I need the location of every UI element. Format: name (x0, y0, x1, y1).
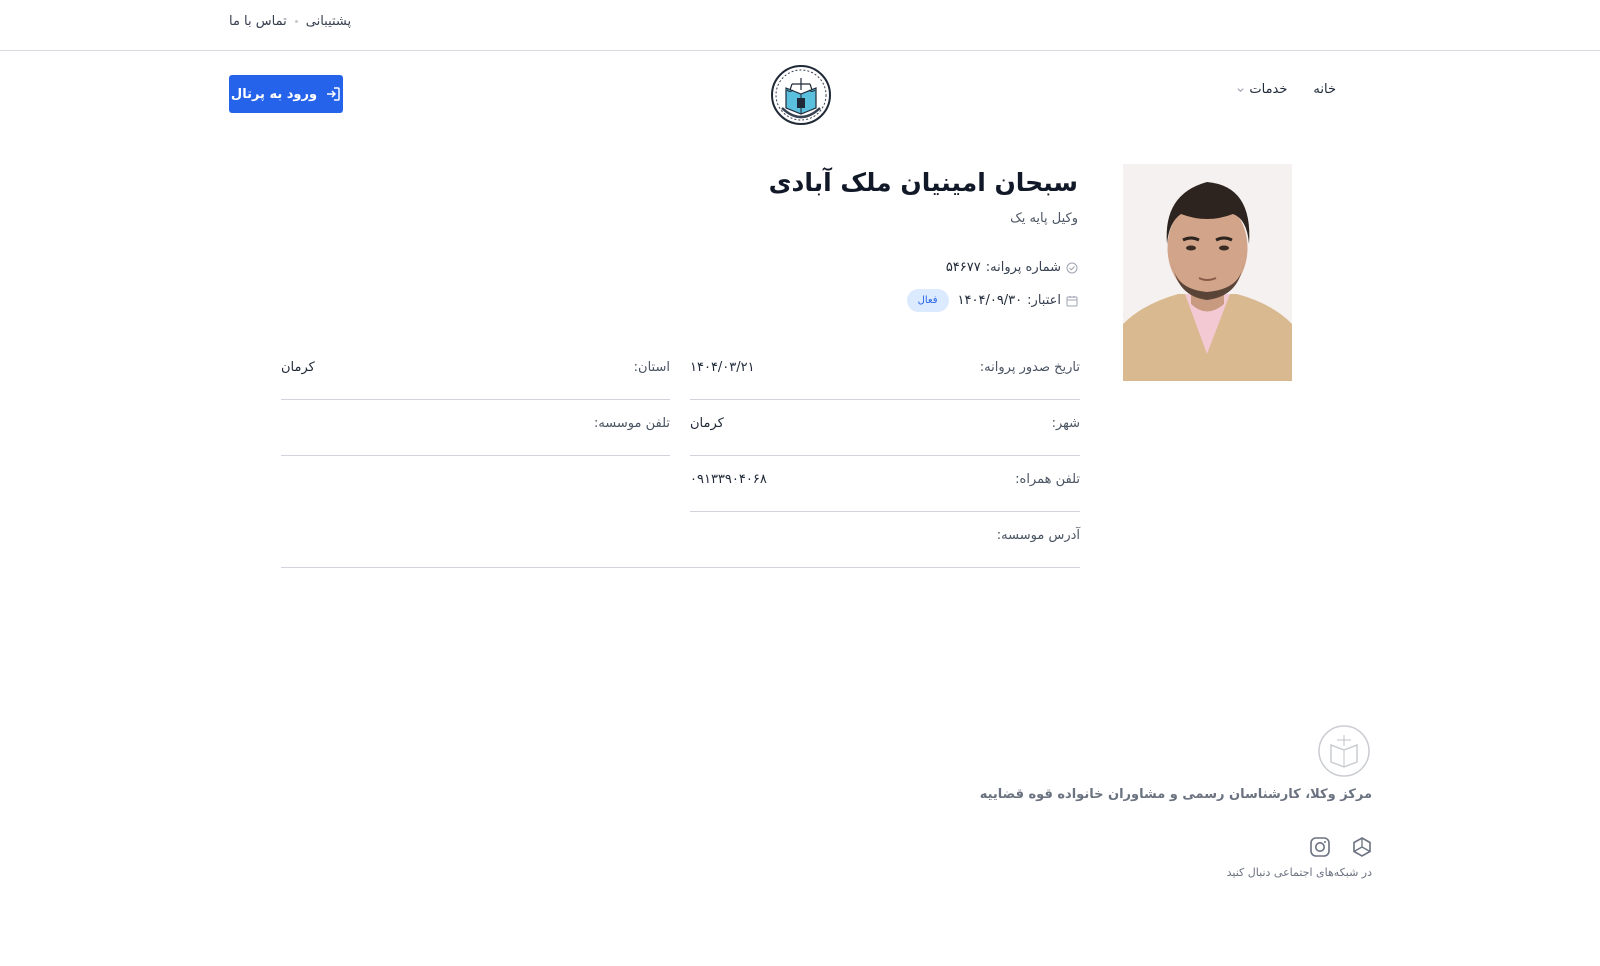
login-icon (325, 86, 341, 102)
calendar-icon (1066, 295, 1078, 307)
license-number: ۵۴۶۷۷ (945, 260, 981, 275)
city-label: شهر: (1051, 416, 1080, 431)
province-field (281, 360, 670, 400)
portal-login-button[interactable] (229, 75, 343, 113)
validity-row (907, 289, 1078, 312)
profile-photo (1123, 164, 1292, 381)
social-icons (1309, 836, 1373, 858)
nav-item-services[interactable] (1236, 82, 1287, 97)
office-address-field (281, 528, 1080, 568)
validity-date: ۱۴۰۴/۰۹/۳۰ (957, 293, 1023, 308)
judiciary-emblem-icon[interactable] (770, 64, 832, 126)
main-nav (1236, 82, 1336, 97)
footer-org-name: مرکز وکلا، کارشناسان رسمی و مشاوران خانواده قوه قضاییه (979, 787, 1372, 802)
mobile-value: ۰۹۱۳۳۹۰۴۰۶۸ (690, 472, 767, 487)
office-phone-label: تلفن موسسه: (593, 416, 670, 431)
issue-date-field (690, 360, 1080, 400)
issue-date-value: ۱۴۰۴/۰۳/۲۱ (690, 360, 755, 375)
nav-item-home[interactable] (1313, 82, 1336, 97)
license-label: شماره پروانه: (985, 260, 1061, 275)
office-address-label: آدرس موسسه: (996, 528, 1080, 543)
mobile-label: تلفن همراه: (1015, 472, 1080, 487)
footer-follow-text: در شبکه‌های اجتماعی دنبال کنید (1226, 866, 1372, 879)
instagram-icon[interactable] (1309, 836, 1331, 858)
check-circle-icon (1066, 262, 1078, 274)
profile-title: وکیل پایه یک (1010, 211, 1078, 226)
mobile-field (690, 472, 1080, 512)
chevron-down-icon (1236, 85, 1245, 94)
top-links (229, 14, 351, 29)
contact-link[interactable]: تماس با ما (229, 14, 287, 29)
top-bar (0, 0, 1600, 51)
city-field (690, 416, 1080, 456)
province-value: کرمان (281, 360, 315, 375)
footer-emblem-icon (1317, 724, 1371, 778)
nav-home-label: خانه (1313, 82, 1336, 97)
portal-login-label: ورود به پرتال (230, 86, 318, 102)
province-label: استان: (633, 360, 670, 375)
rubika-icon[interactable] (1351, 836, 1373, 858)
validity-label: اعتبار: (1027, 293, 1061, 308)
support-link[interactable]: پشتیبانی (305, 14, 352, 29)
license-row (946, 260, 1078, 275)
link-separator (295, 20, 298, 23)
nav-services-label: خدمات (1249, 82, 1288, 97)
office-phone-field (281, 416, 670, 456)
city-value: کرمان (690, 416, 724, 431)
profile-name: سبحان امینیان ملک آبادی (768, 168, 1078, 197)
issue-date-label: تاریخ صدور پروانه: (979, 360, 1080, 375)
status-badge: فعال (907, 289, 949, 312)
